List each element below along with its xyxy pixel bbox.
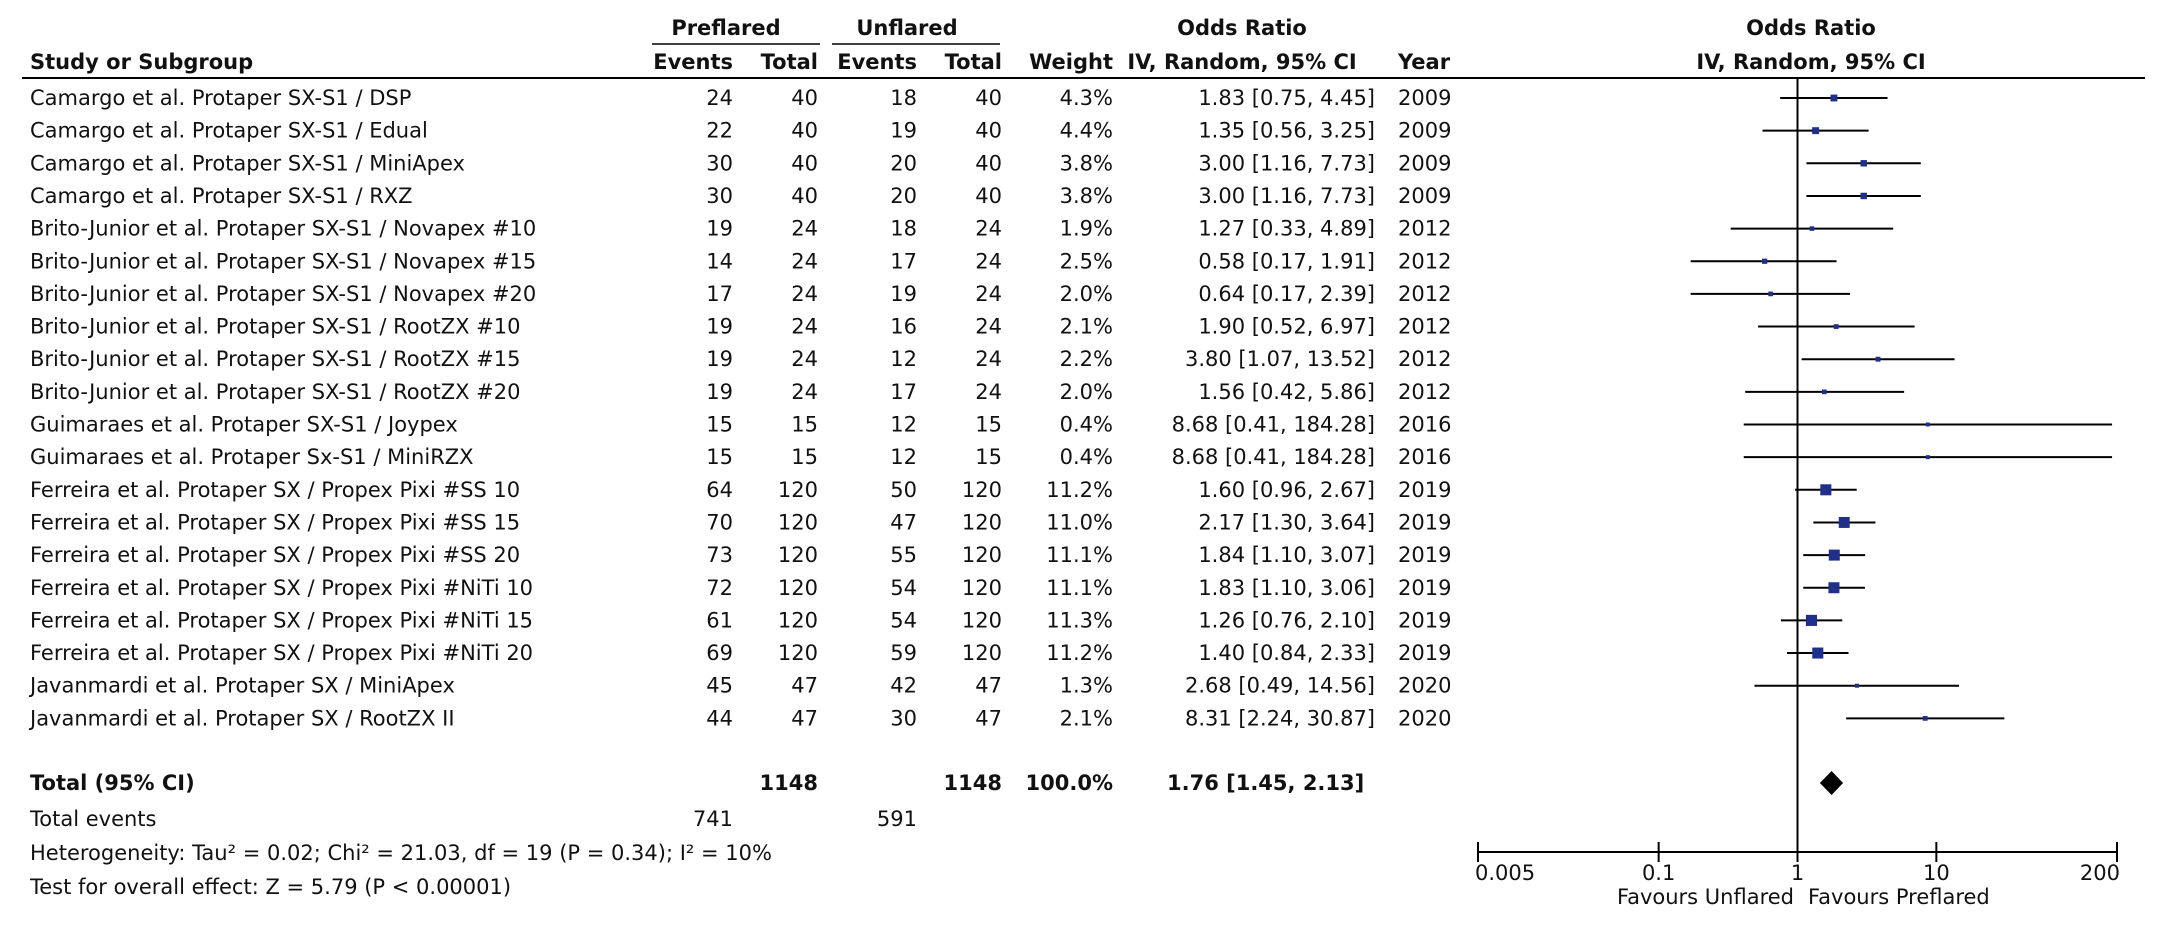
study-or-ci: 1.90 [0.52, 6.97] [1198,314,1375,339]
events-unflared: 12 [890,445,917,470]
or-table-header: Odds Ratio [1177,16,1307,40]
events-unflared: 16 [890,314,917,339]
x-tick-label: 200 [2079,861,2120,885]
study-or-ci: 1.56 [0.42, 5.86] [1198,379,1375,404]
events-preflared: 69 [706,641,733,665]
favours-left-label: Favours Unflared [1616,885,1794,909]
pooled-diamond [1820,771,1843,795]
study-weight: 1.9% [1059,216,1113,241]
study-year: 2020 [1398,673,1452,698]
total-unflared: 24 [975,379,1002,404]
study-weight: 11.2% [1046,477,1113,502]
plot-marks [1691,78,2112,845]
total-preflared: 40 [791,118,818,143]
events-preflared: 72 [706,575,733,600]
study-row [30,511,1451,535]
study-year: 2019 [1398,575,1452,600]
study-year: 2009 [1398,118,1452,143]
total-unflared: 24 [975,281,1002,306]
events-preflared: 30 [706,151,733,176]
total-preflared: 120 [777,608,818,633]
study-weight: 2.2% [1059,347,1113,372]
study-year: 2009 [1398,86,1452,110]
events-unflared: 50 [890,477,917,502]
events-preflared: 24 [706,86,733,110]
study-year: 2009 [1398,151,1452,176]
col-ci-header: IV, Random, 95% CI [1127,50,1357,74]
study-name: Camargo et al. Protaper SX-S1 / MiniApex [30,151,465,176]
study-or-ci: 1.83 [1.10, 3.06] [1198,575,1375,600]
events-preflared: 19 [706,216,733,241]
study-or-ci: 3.80 [1.07, 13.52] [1184,347,1375,372]
col-events2-header: Events [837,50,917,74]
total-unflared: 120 [961,641,1002,665]
total-preflared: 24 [791,216,818,241]
total-unflared: 120 [961,543,1002,568]
study-row [30,576,1451,600]
study-row [30,151,1451,175]
events-unflared: 18 [890,216,917,241]
study-or-ci: 1.60 [0.96, 2.67] [1198,477,1375,502]
study-row [28,706,1451,730]
study-name: Ferreira et al. Protaper SX / Propex Pixi #SS 15 [30,510,521,535]
study-row [30,217,1451,241]
study-name: Camargo et al. Protaper SX-S1 / DSP [30,86,412,110]
x-tick-label: 0.1 [1641,861,1676,885]
plot-title: Odds Ratio [1746,16,1876,40]
study-or-ci: 1.35 [0.56, 3.25] [1198,118,1375,143]
total-preflared: 24 [791,314,818,339]
total-weight: 100.0% [1025,771,1113,795]
study-weight: 2.1% [1059,706,1113,731]
study-or-ci: 1.84 [1.10, 3.07] [1198,543,1375,568]
study-or-ci: 8.68 [0.41, 184.28] [1171,412,1375,437]
col-total2-header: Total [944,50,1002,74]
total-preflared: 120 [777,477,818,502]
events-preflared: 15 [706,445,733,470]
favours-right-label: Favours Preflared [1808,885,1990,909]
total-preflared: 47 [791,706,818,731]
overall-effect-stats: Test for overall effect: Z = 5.79 (P < 0.00001) [30,875,512,899]
events-unflared: 18 [890,86,917,110]
total-preflared: 24 [791,347,818,372]
study-name: Ferreira et al. Protaper SX / Propex Pixi #NiTi 10 [30,575,534,600]
study-year: 2012 [1398,249,1452,274]
events-unflared: 30 [890,706,917,731]
x-axis [1475,842,2120,885]
study-point [1876,357,1881,362]
total-unflared: 15 [975,445,1002,470]
study-or-ci: 1.27 [0.33, 4.89] [1198,216,1375,241]
heterogeneity-stats: Heterogeneity: Tau² = 0.02; Chi² = 21.03, df = 19 (P = 0.34); I² = 10% [30,841,772,865]
study-name: Javanmardi et al. Protaper SX / MiniApex [30,673,455,698]
total-preflared: 47 [791,673,818,698]
study-weight: 2.0% [1059,379,1113,404]
study-row [30,249,1451,273]
study-year: 2019 [1398,477,1452,502]
events-preflared: 70 [706,510,733,535]
total-preflared: 120 [777,510,818,535]
group1-header: Preflared [671,16,781,40]
study-year: 2019 [1398,510,1452,535]
study-weight: 11.2% [1046,641,1113,665]
total-preflared: 120 [777,641,818,665]
total-preflared: 40 [791,86,818,110]
total-unflared: 24 [975,314,1002,339]
total-preflared: 24 [791,379,818,404]
study-or-ci: 2.17 [1.30, 3.64] [1198,510,1375,535]
total-t1: 1148 [759,771,818,795]
study-row [30,641,1451,665]
study-row [30,543,1451,567]
study-or-ci: 0.58 [0.17, 1.91] [1198,249,1375,274]
total-unflared: 40 [975,118,1002,143]
total-unflared: 24 [975,249,1002,274]
study-row [30,184,1451,208]
study-name: Brito-Junior et al. Protaper SX-S1 / Novapex #10 [30,216,537,241]
total-unflared: 40 [975,183,1002,208]
events-unflared: 54 [890,575,917,600]
group2-header: Unflared [856,16,958,40]
total-unflared: 120 [961,575,1002,600]
study-name: Ferreira et al. Protaper SX / Propex Pixi #NiTi 20 [30,641,534,665]
study-point [1861,160,1867,166]
study-year: 2020 [1398,706,1452,731]
study-weight: 4.4% [1059,118,1113,143]
x-tick-label: 1 [1790,861,1805,885]
col-weight-header: Weight [1029,50,1113,74]
study-weight: 0.4% [1059,412,1113,437]
study-weight: 11.1% [1046,575,1113,600]
study-year: 2016 [1398,412,1452,437]
study-year: 2012 [1398,347,1452,372]
events-preflared: 17 [706,281,733,306]
study-year: 2009 [1398,183,1452,208]
study-weight: 2.5% [1059,249,1113,274]
study-point [1762,259,1767,264]
study-or-ci: 3.00 [1.16, 7.73] [1198,151,1375,176]
total-preflared: 24 [791,249,818,274]
total-events1: 741 [692,807,733,831]
study-weight: 1.3% [1059,673,1113,698]
events-unflared: 59 [890,641,917,665]
study-row [30,119,1451,143]
study-or-ci: 1.26 [0.76, 2.10] [1198,608,1375,633]
col-events1-header: Events [653,50,733,74]
col-study-header: Study or Subgroup [30,50,254,74]
events-preflared: 64 [706,477,733,502]
events-unflared: 17 [890,379,917,404]
total-unflared: 40 [975,86,1002,110]
study-point [1926,455,1930,459]
study-weight: 11.0% [1046,510,1113,535]
events-unflared: 54 [890,608,917,633]
study-name: Guimaraes et al. Protaper Sx-S1 / MiniRZX [30,445,474,470]
study-weight: 11.1% [1046,543,1113,568]
study-or-ci: 0.64 [0.17, 2.39] [1198,281,1375,306]
study-year: 2019 [1398,641,1452,665]
study-or-ci: 8.68 [0.41, 184.28] [1171,445,1375,470]
total-unflared: 24 [975,347,1002,372]
study-point [1768,292,1773,297]
events-unflared: 20 [890,183,917,208]
total-t2: 1148 [943,771,1002,795]
study-point [1855,684,1859,688]
study-year: 2012 [1398,314,1452,339]
study-point [1820,484,1831,495]
study-name: Brito-Junior et al. Protaper SX-S1 / Novapex #15 [30,249,537,274]
total-preflared: 15 [791,445,818,470]
study-name: Ferreira et al. Protaper SX / Propex Pixi #SS 10 [30,477,521,502]
events-preflared: 19 [706,379,733,404]
study-point [1923,716,1928,721]
study-year: 2012 [1398,281,1452,306]
events-preflared: 19 [706,347,733,372]
study-or-ci: 1.83 [0.75, 4.45] [1198,86,1375,110]
events-preflared: 61 [706,608,733,633]
study-row [30,445,1451,469]
study-or-ci: 3.00 [1.16, 7.73] [1198,183,1375,208]
study-point [1806,615,1817,626]
study-year: 2016 [1398,445,1452,470]
study-point [1812,648,1823,659]
events-preflared: 30 [706,183,733,208]
study-name: Camargo et al. Protaper SX-S1 / Edual [30,118,428,143]
x-tick-label: 10 [1922,861,1950,885]
study-name: Guimaraes et al. Protaper SX-S1 / Joypex [30,412,458,437]
study-point [1829,550,1840,561]
study-year: 2019 [1398,608,1452,633]
total-preflared: 24 [791,281,818,306]
study-point [1839,517,1850,528]
total-label: Total (95% CI) [30,771,195,795]
events-unflared: 19 [890,118,917,143]
x-tick-label: 0.005 [1475,861,1536,885]
total-preflared: 15 [791,412,818,437]
total-preflared: 120 [777,543,818,568]
study-year: 2019 [1398,543,1452,568]
study-point [1812,127,1819,134]
col-year-header: Year [1398,50,1451,74]
total-unflared: 40 [975,151,1002,176]
total-unflared: 120 [961,510,1002,535]
events-unflared: 12 [890,412,917,437]
study-row [30,478,1451,502]
study-or-ci: 1.40 [0.84, 2.33] [1198,641,1375,665]
study-point [1810,226,1815,231]
total-unflared: 47 [975,706,1002,731]
study-or-ci: 2.68 [0.49, 14.56] [1184,673,1375,698]
study-rows [28,86,1451,730]
study-row [30,608,1451,632]
study-row [28,674,1451,698]
study-row [30,282,1451,306]
total-unflared: 47 [975,673,1002,698]
study-name: Brito-Junior et al. Protaper SX-S1 / Novapex #20 [30,281,537,306]
study-row [30,380,1451,404]
study-weight: 3.8% [1059,183,1113,208]
study-point [1926,423,1930,427]
study-point [1831,95,1838,102]
study-row [30,347,1451,371]
study-name: Camargo et al. Protaper SX-S1 / RXZ [30,183,413,208]
study-weight: 2.0% [1059,281,1113,306]
total-unflared: 120 [961,477,1002,502]
total-events-label: Total events [30,807,157,831]
events-unflared: 12 [890,347,917,372]
total-preflared: 40 [791,183,818,208]
study-name: Ferreira et al. Protaper SX / Propex Pixi #NiTi 15 [30,608,534,633]
events-unflared: 55 [890,543,917,568]
events-preflared: 15 [706,412,733,437]
events-preflared: 45 [706,673,733,698]
events-preflared: 73 [706,543,733,568]
study-year: 2012 [1398,216,1452,241]
total-preflared: 40 [791,151,818,176]
study-weight: 0.4% [1059,445,1113,470]
total-ci-text: 1.76 [1.45, 2.13] [1167,771,1365,795]
events-preflared: 44 [706,706,733,731]
study-weight: 11.3% [1046,608,1113,633]
study-name: Brito-Junior et al. Protaper SX-S1 / RootZX #20 [30,379,521,404]
study-name: Javanmardi et al. Protaper SX / RootZX II [30,706,455,731]
plot-subtitle: IV, Random, 95% CI [1696,50,1926,74]
study-row [30,315,1451,339]
study-point [1834,324,1839,329]
study-point [1822,390,1827,395]
study-name: Brito-Junior et al. Protaper SX-S1 / RootZX #15 [30,347,521,372]
study-weight: 4.3% [1059,86,1113,110]
study-point [1861,193,1867,199]
events-preflared: 19 [706,314,733,339]
events-preflared: 14 [706,249,733,274]
total-unflared: 24 [975,216,1002,241]
col-total1-header: Total [760,50,818,74]
study-name: Brito-Junior et al. Protaper SX-S1 / RootZX #10 [30,314,521,339]
total-preflared: 120 [777,575,818,600]
study-row [30,86,1451,110]
total-unflared: 120 [961,608,1002,633]
events-preflared: 22 [706,118,733,143]
events-unflared: 20 [890,151,917,176]
events-unflared: 17 [890,249,917,274]
events-unflared: 47 [890,510,917,535]
study-point [1828,582,1839,593]
total-unflared: 15 [975,412,1002,437]
study-weight: 2.1% [1059,314,1113,339]
study-or-ci: 8.31 [2.24, 30.87] [1184,706,1375,731]
events-unflared: 42 [890,673,917,698]
events-unflared: 19 [890,281,917,306]
study-weight: 3.8% [1059,151,1113,176]
study-row [30,413,1451,437]
study-year: 2012 [1398,379,1452,404]
study-name: Ferreira et al. Protaper SX / Propex Pixi #SS 20 [30,543,521,568]
total-events2: 591 [876,807,917,831]
